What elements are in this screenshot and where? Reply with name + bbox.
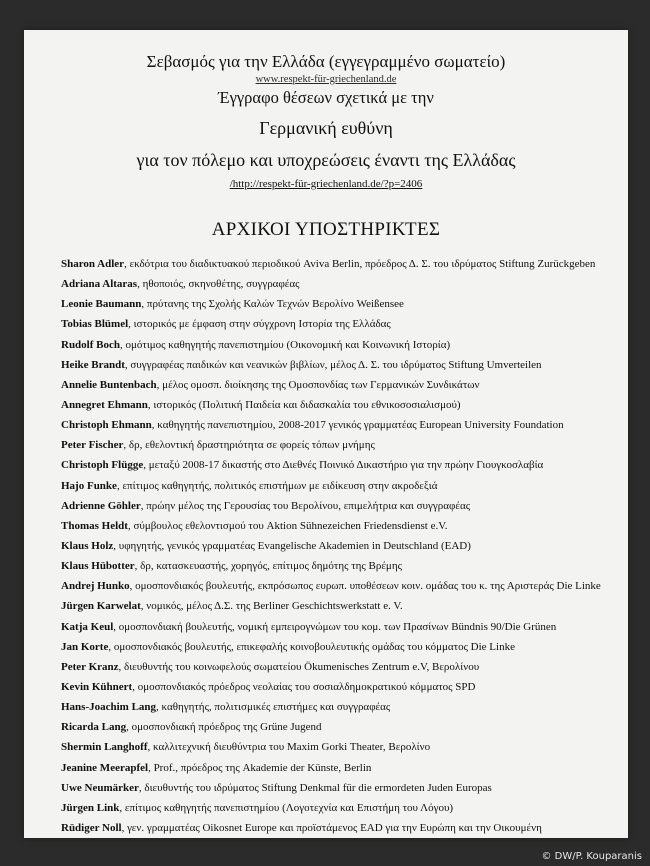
supporter-name: Shermin Langhoff	[61, 741, 148, 754]
supporter-entry	[61, 596, 618, 616]
supporter-name: Heike Brandt	[61, 358, 125, 371]
supporter-description: , πρώην μέλος της Γερουσίας του Βερολίνου, επιμελήτρια και συγγραφέας	[140, 499, 471, 512]
supporter-description: , ομοσπονδιακός βουλευτής, εκπρόσωπος ευρωπ. υποθέσεων κοιν. ομάδας του κ. της Αριστεράς Die Linke	[129, 580, 601, 593]
supporter-name: Annegret Ehmann	[61, 398, 148, 411]
supporter-name: Jürgen Karwelat	[61, 600, 141, 613]
supporter-name: Jan Korte	[61, 640, 109, 653]
supporter-description: , διευθυντής του ιδρύματος Stiftung Denkmal für die ermordeten Juden Europas	[138, 781, 492, 794]
supporter-entry	[61, 294, 618, 314]
supporter-name: Jeanine Meerapfel	[61, 761, 149, 774]
supporter-entry	[61, 395, 618, 415]
supporter-entry	[61, 697, 618, 717]
supporter-name: Andrej Hunko	[61, 580, 130, 593]
supporter-entry	[61, 496, 618, 516]
supporter-name: Hans-Joachim Lang	[61, 701, 157, 714]
supporter-description: , διευθυντής του κοινωφελούς σωματείου Ökumenisches Zentrum e.V, Βερολίνου	[118, 660, 480, 673]
supporter-entry	[61, 758, 618, 778]
document-title-continued: για τον πόλεμο και υποχρεώσεις έναντι της Ελλάδας	[136, 150, 516, 170]
supporter-entry	[61, 314, 618, 334]
supporter-description: , μέλος ομοσπ. διοίκησης της Ομοσπονδίας των Γερμανικών Συνδικάτων	[156, 378, 480, 391]
supporter-entry	[61, 677, 618, 697]
supporter-description: , ιστορικός με έμφαση στην σύγχρονη Ιστορία της Ελλάδας	[128, 318, 391, 331]
supporter-name: Tobias Blümel	[61, 318, 129, 331]
supporter-entry	[61, 778, 618, 798]
supporter-name: Peter Fischer	[61, 439, 124, 452]
supporter-entry	[61, 435, 618, 455]
supporter-entry	[61, 576, 618, 596]
supporter-description: , καθηγητής, πολιτισμικές επιστήμες και συγγραφέας	[156, 701, 391, 714]
supporter-description: , καθηγητής πανεπιστημίου, 2008-2017 γενικός γραμματέας European University Foundation	[151, 419, 564, 432]
supporter-name: Rüdiger Noll	[61, 821, 122, 834]
supporter-description: , επίτιμος καθηγητής, πολιτικός επιστήμων με ειδίκευση στην ακροδεξιά	[116, 479, 438, 492]
supporter-name: Ricarda Lang	[61, 721, 127, 734]
supporter-name: Jürgen Link	[61, 801, 120, 814]
supporter-name: Uwe Neumärker	[61, 781, 139, 794]
supporter-entry	[61, 717, 618, 737]
supporter-name: Adriana Altaras	[61, 278, 138, 291]
supporter-entry	[61, 254, 618, 274]
supporter-name: Rudolf Boch	[61, 338, 120, 351]
supporter-description: , μεταξύ 2008-17 δικαστής στο Διεθνές Ποινικό Δικαστήριο για την πρώην Γιουγκοσλαβία	[143, 459, 544, 472]
supporter-description: , δρ, κατασκευαστής, χορηγός, επίτιμος δημότης της Βρέμης	[134, 560, 402, 573]
supporter-name: Sharon Adler	[61, 258, 125, 270]
supporter-entry	[61, 637, 618, 657]
supporter-description: , ομότιμος καθηγητής πανεπιστημίου (Οικονομική και Κοινωνική Ιστορία)	[120, 338, 451, 351]
supporter-name: Hajo Funke	[61, 479, 117, 492]
supporter-description: , ομοσπονδιακός βουλευτής, επικεφαλής κοινοβουλευτικής ομάδας του κόμματος Die Linke	[108, 640, 515, 653]
supporter-entry	[61, 476, 618, 496]
photo-credit: © DW/P. Kouparanis	[541, 851, 642, 862]
supporter-description: , υφηγητής, γενικός γραμματέας Evangelische Akademien in Deutschland (EAD)	[113, 539, 471, 552]
supporter-entry	[61, 617, 618, 637]
supporter-description: , Prof., πρόεδρος της Akademie der Künste, Berlin	[148, 761, 372, 774]
supporter-name: Kevin Kühnert	[61, 680, 133, 693]
supporter-description: , γεν. γραμματέας Oikosnet Europe και προϊστάμενος EAD για την Ευρώπη και την Οικουμένη	[121, 821, 542, 834]
supporter-name: Annelie Buntenbach	[61, 378, 157, 391]
supporter-entry	[61, 657, 618, 677]
supporter-description: , σύμβουλος εθελοντισμού του Aktion Sühnezeichen Friedensdienst e.V.	[127, 519, 448, 532]
supporter-name: Christoph Flügge	[61, 459, 144, 472]
supporter-description: , ιστορικός (Πολιτική Παιδεία και διδασκαλία του εθνικοσοσιαλισμού)	[147, 398, 461, 411]
supporter-description: , δρ, εθελοντική δραστηριότητα σε φορείς τόπων μνήμης	[123, 439, 375, 452]
document-page	[24, 30, 628, 838]
supporter-entry	[61, 556, 618, 576]
supporter-name: Klaus Holz	[61, 539, 114, 552]
supporter-name: Klaus Hübotter	[61, 560, 135, 573]
supporter-entry	[61, 798, 618, 818]
supporter-name: Leonie Baumann	[61, 298, 142, 311]
supporter-entry	[61, 355, 618, 375]
supporter-name: Thomas Heldt	[61, 519, 128, 532]
document-url: /http://respekt-für-griechenland.de/?p=2406	[229, 178, 423, 190]
supporter-entry	[61, 516, 618, 536]
document-title: Γερμανική ευθύνη	[259, 118, 393, 138]
supporter-entry	[61, 375, 618, 395]
supporters-list	[61, 254, 618, 838]
supporter-entry	[61, 335, 618, 355]
supporter-description: , νομικός, μέλος Δ.Σ. της Berliner Geschichtswerkstatt e. V.	[140, 600, 403, 613]
supporter-description: , εκδότρια του διαδικτυακού περιοδικού Aviva Berlin, πρόεδρος Δ. Σ. του ιδρύματος Stiftung Zurückgeben	[124, 258, 596, 270]
section-title: ΑΡΧΙΚΟΙ ΥΠΟΣΤΗΡΙΚΤΕΣ	[211, 219, 441, 240]
supporter-entry	[61, 415, 618, 435]
supporter-name: Christoph Ehmann	[61, 419, 152, 432]
supporter-name: Peter Kranz	[61, 660, 119, 673]
supporter-name: Katja Keul	[61, 620, 114, 633]
association-name: Σεβασμός για την Ελλάδα (εγγεγραμμένο σωματείο)	[146, 52, 506, 71]
supporter-description: , ομοσπονδιακή βουλευτής, νομική εμπειρογνώμων του κομ. των Πρασίνων Bündnis 90/Die Grünen	[113, 620, 557, 633]
supporter-description: , συγγραφέας παιδικών και νεανικών βιβλίων, μέλος Δ. Σ. του ιδρύματος Stiftung Umverteilen	[124, 358, 542, 371]
supporter-description: , ηθοποιός, σκηνοθέτης, συγγραφέας	[137, 278, 300, 291]
supporter-description: , καλλιτεχνική διευθύντρια του Maxim Gorki Theater, Βερολίνο	[147, 741, 431, 754]
supporter-entry	[61, 455, 618, 475]
supporter-entry	[61, 536, 618, 556]
document-subtitle: Έγγραφο θέσεων σχετικά με την	[218, 88, 434, 107]
supporter-description: , επίτιμος καθηγητής πανεπιστημίου (Λογοτεχνία και Επιστήμη του Λόγου)	[119, 801, 454, 814]
supporter-entry	[61, 737, 618, 757]
supporter-entry	[61, 818, 618, 838]
supporter-description: , ομοσπονδιακός πρόεδρος νεολαίας του σοσιαλδημοκρατικού κόμματος SPD	[132, 680, 476, 693]
supporter-name: Adrienne Göhler	[61, 499, 141, 512]
supporter-entry	[61, 274, 618, 294]
website-url: www.respekt-für-griechenland.de	[255, 74, 397, 85]
supporter-description: , πρύτανης της Σχολής Καλών Τεχνών Βερολίνο Weißensee	[141, 298, 404, 311]
supporter-description: , ομοσπονδιακή πρόεδρος της Grüne Jugend	[126, 721, 322, 734]
